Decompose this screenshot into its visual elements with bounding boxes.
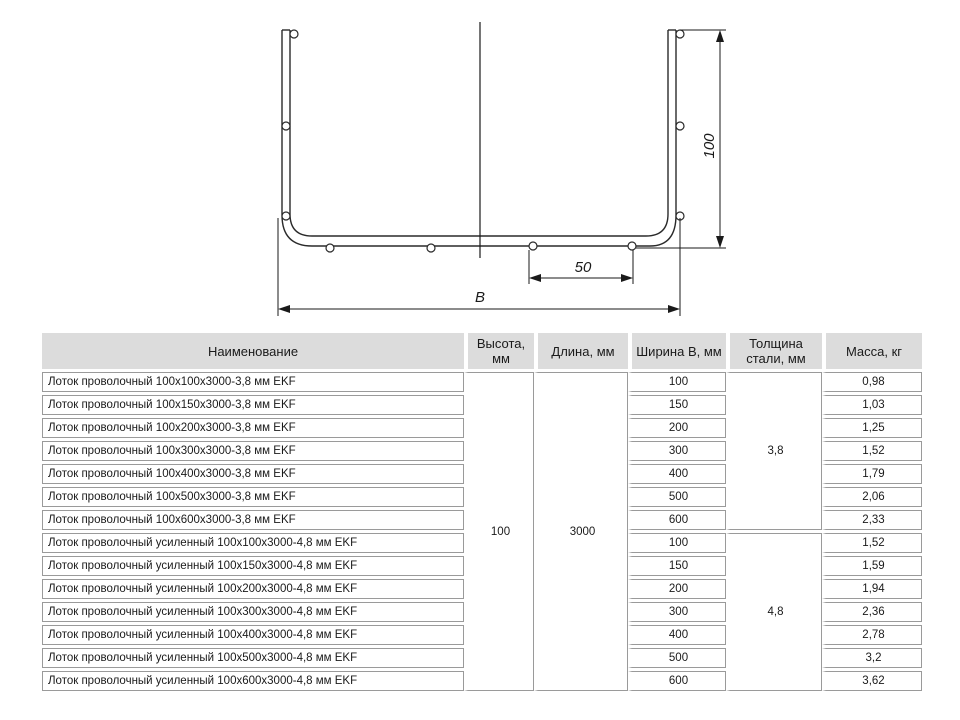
mass-cell: 3,2	[822, 648, 922, 668]
header-name: Наименование	[42, 333, 464, 369]
width-cell: 100	[628, 533, 726, 553]
mass-cell: 2,06	[822, 487, 922, 507]
wire-circle	[676, 30, 684, 38]
product-name-cell: Лоток проволочный 100х500х3000-3,8 мм EKF	[42, 487, 464, 507]
height-dimension-label: 100	[701, 133, 718, 159]
mass-cell: 1,94	[822, 579, 922, 599]
wire-circle	[290, 30, 298, 38]
tray-cross-section-drawing	[0, 0, 960, 330]
table-body	[42, 372, 922, 691]
product-name-cell: Лоток проволочный усиленный 100х600х3000-4,8 мм EKF	[42, 671, 464, 691]
table-header-row	[42, 333, 922, 369]
product-name-cell: Лоток проволочный усиленный 100х500х3000-4,8 мм EKF	[42, 648, 464, 668]
width-cell: 600	[628, 671, 726, 691]
product-name-cell: Лоток проволочный 100х100х3000-3,8 мм EKF	[42, 372, 464, 392]
wire-circle	[628, 242, 636, 250]
product-name-cell: Лоток проволочный 100х150х3000-3,8 мм EKF	[42, 395, 464, 415]
width-cell: 150	[628, 556, 726, 576]
mass-cell: 2,33	[822, 510, 922, 530]
width-cell: 400	[628, 625, 726, 645]
product-name-cell: Лоток проволочный усиленный 100х400х3000-4,8 мм EKF	[42, 625, 464, 645]
product-name-cell: Лоток проволочный усиленный 100х100х3000-4,8 мм EKF	[42, 533, 464, 553]
length-cell: 3000	[534, 372, 628, 691]
mass-cell: 1,59	[822, 556, 922, 576]
right-wall-inner	[480, 30, 668, 236]
header-height: Высота, мм	[464, 333, 534, 369]
thickness-cell: 4,8	[726, 533, 822, 691]
tray-profile	[282, 30, 676, 246]
wire-circle	[282, 122, 290, 130]
header-width: Ширина В, мм	[628, 333, 726, 369]
product-name-cell: Лоток проволочный усиленный 100х300х3000-4,8 мм EKF	[42, 602, 464, 622]
mass-cell: 0,98	[822, 372, 922, 392]
width-dimension-label: B	[474, 289, 486, 306]
right-wall-outer	[650, 30, 676, 246]
wire-circle	[427, 244, 435, 252]
left-wall-inner	[290, 30, 480, 236]
mass-cell: 1,79	[822, 464, 922, 484]
header-thickness: Толщина стали, мм	[726, 333, 822, 369]
header-mass: Масса, кг	[822, 333, 922, 369]
product-name-cell: Лоток проволочный 100х200х3000-3,8 мм EKF	[42, 418, 464, 438]
height-cell: 100	[464, 372, 534, 691]
product-name-cell: Лоток проволочный 100х400х3000-3,8 мм EKF	[42, 464, 464, 484]
width-cell: 150	[628, 395, 726, 415]
mass-cell: 1,03	[822, 395, 922, 415]
left-wall-outer	[282, 30, 650, 246]
wire-circle	[282, 212, 290, 220]
wire-circle	[529, 242, 537, 250]
mass-cell: 2,78	[822, 625, 922, 645]
specification-table	[42, 330, 922, 694]
product-name-cell: Лоток проволочный усиленный 100х150х3000-4,8 мм EKF	[42, 556, 464, 576]
mass-cell: 1,52	[822, 533, 922, 553]
width-cell: 200	[628, 418, 726, 438]
mass-cell: 1,52	[822, 441, 922, 461]
width-cell: 400	[628, 464, 726, 484]
mass-cell: 1,25	[822, 418, 922, 438]
product-name-cell: Лоток проволочный усиленный 100х200х3000-4,8 мм EKF	[42, 579, 464, 599]
thickness-cell: 3,8	[726, 372, 822, 530]
width-cell: 300	[628, 602, 726, 622]
width-cell: 300	[628, 441, 726, 461]
wire-circle	[676, 122, 684, 130]
width-cell: 500	[628, 648, 726, 668]
width-cell: 600	[628, 510, 726, 530]
width-cell: 200	[628, 579, 726, 599]
mass-cell: 2,36	[822, 602, 922, 622]
mass-cell: 3,62	[822, 671, 922, 691]
width-cell: 100	[628, 372, 726, 392]
width-cell: 500	[628, 487, 726, 507]
table-row	[42, 372, 922, 392]
step-dimension-label: 50	[574, 259, 592, 276]
product-name-cell: Лоток проволочный 100х300х3000-3,8 мм EKF	[42, 441, 464, 461]
wire-circle	[326, 244, 334, 252]
product-name-cell: Лоток проволочный 100х600х3000-3,8 мм EKF	[42, 510, 464, 530]
header-length: Длина, мм	[534, 333, 628, 369]
wire-circles	[282, 30, 684, 252]
